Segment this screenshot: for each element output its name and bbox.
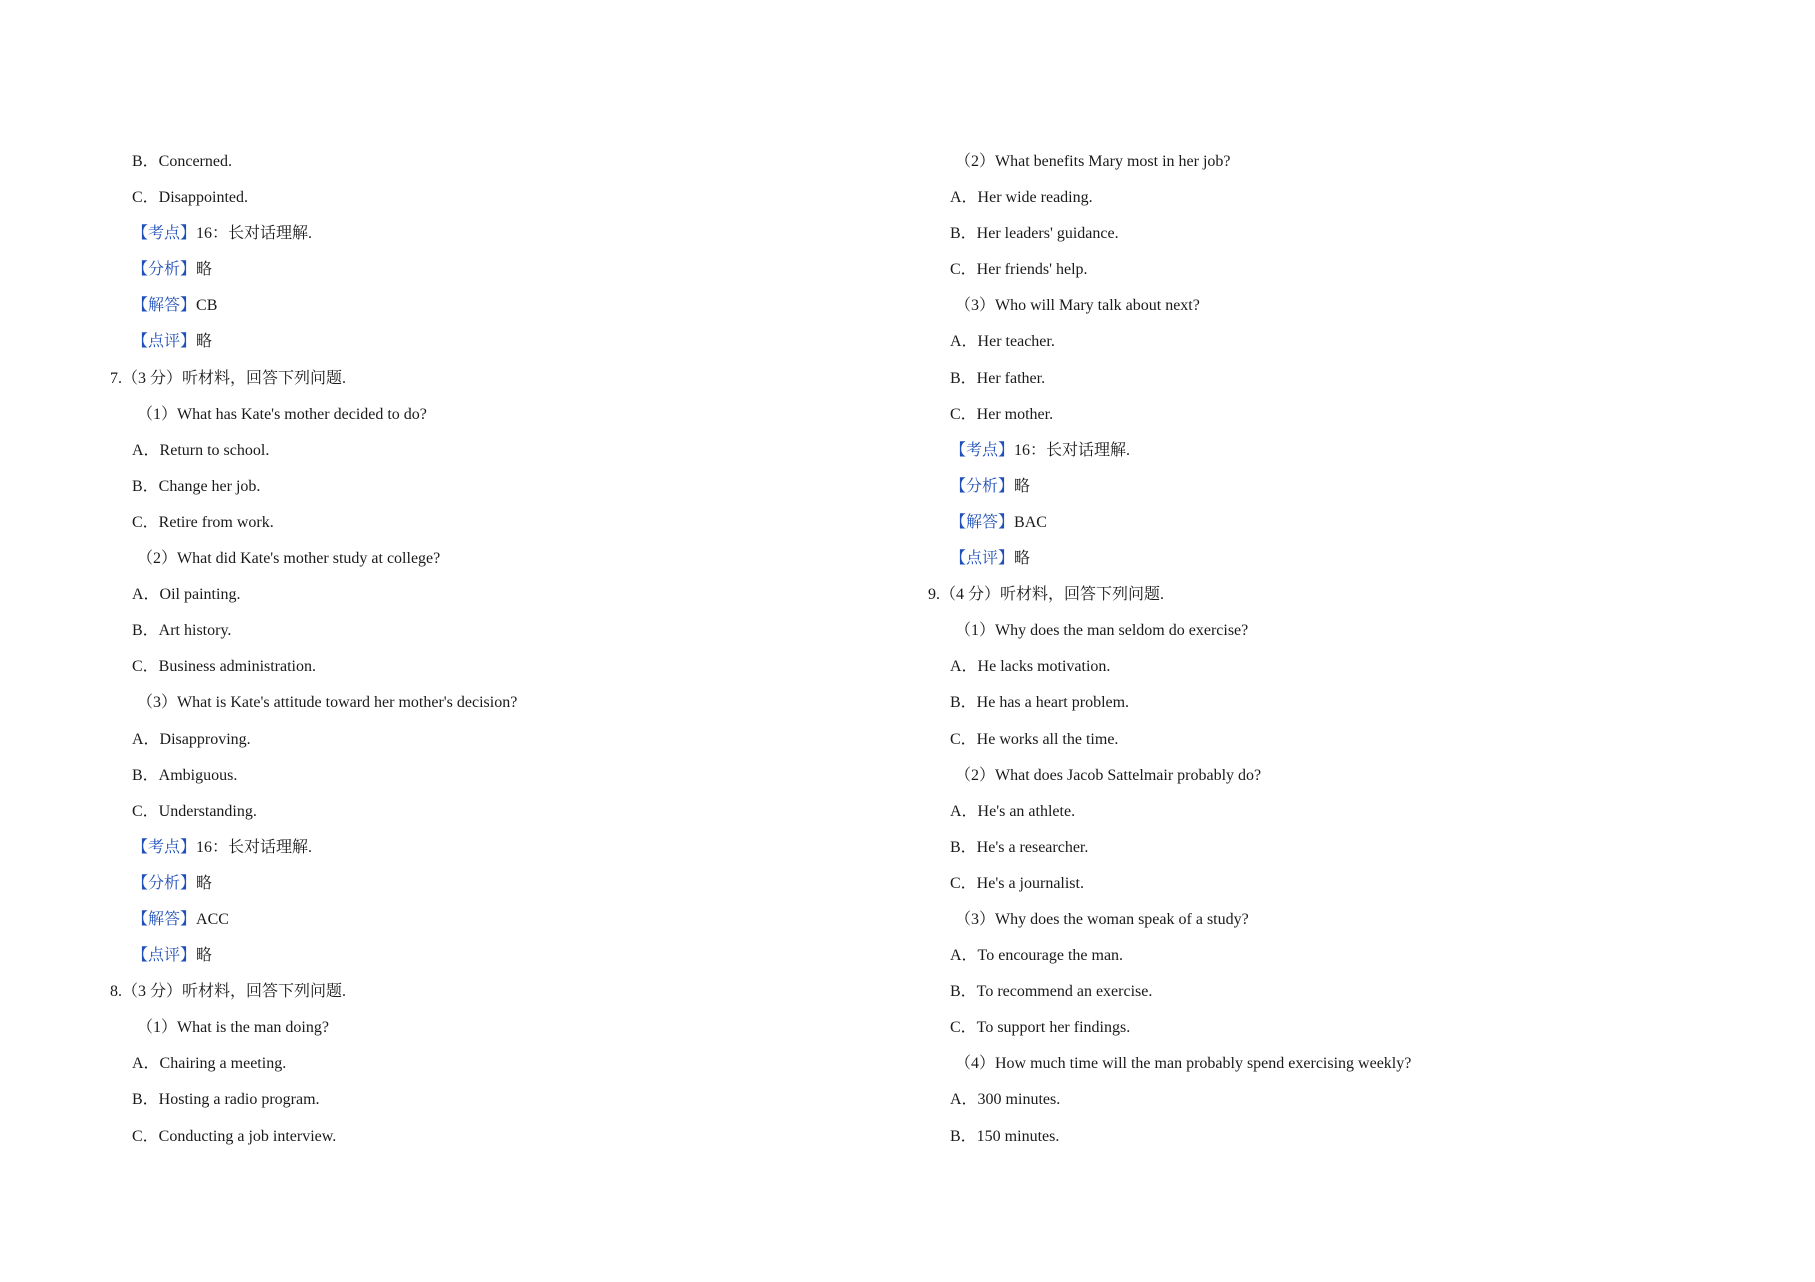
sub-question: （3）Who will Mary talk about next? bbox=[955, 297, 1200, 315]
answer-option: A．300 minutes. bbox=[950, 1091, 1061, 1109]
bracket-close: 】 bbox=[180, 333, 197, 351]
tag-value: CB bbox=[196, 297, 218, 315]
answer-tag-line bbox=[110, 288, 910, 324]
answer-option: C．Understanding. bbox=[132, 802, 257, 820]
answer-tag-line bbox=[110, 252, 910, 288]
bracket-close: 】 bbox=[998, 513, 1015, 531]
bracket-open: 【 bbox=[132, 947, 149, 965]
tag-value: 略 bbox=[196, 874, 213, 892]
answer-option: C．Her friends' help. bbox=[950, 261, 1088, 279]
answer-tag-line bbox=[928, 541, 1728, 577]
tag-label: 点评 bbox=[148, 947, 181, 965]
tag-value: ACC bbox=[196, 910, 229, 928]
left-column bbox=[110, 144, 910, 1155]
answer-option: B．Art history. bbox=[132, 622, 232, 640]
answer-option: A．Disapproving. bbox=[132, 730, 251, 748]
answer-option: A．Return to school. bbox=[132, 441, 270, 459]
tag-value: 略 bbox=[196, 947, 213, 965]
question-heading: 7.（3 分）听材料，回答下列问题. bbox=[110, 369, 347, 387]
tag-value: 16：长对话理解. bbox=[196, 225, 313, 243]
answer-option: B．Her father. bbox=[950, 369, 1046, 387]
bracket-open: 【 bbox=[132, 333, 149, 351]
answer-option: A．Oil painting. bbox=[132, 586, 241, 604]
answer-tag-line bbox=[110, 216, 910, 252]
answer-tag-line bbox=[928, 505, 1728, 541]
answer-option: B．He's a researcher. bbox=[950, 838, 1089, 856]
answer-option: C．Retire from work. bbox=[132, 513, 274, 531]
tag-value: 略 bbox=[196, 261, 213, 279]
answer-option: B．To recommend an exercise. bbox=[950, 983, 1153, 1001]
tag-label: 解答 bbox=[148, 297, 181, 315]
bracket-open: 【 bbox=[132, 910, 149, 928]
answer-option: C．Conducting a job interview. bbox=[132, 1127, 337, 1145]
tag-label: 考点 bbox=[148, 225, 181, 243]
bracket-open: 【 bbox=[950, 550, 967, 568]
question-heading: 8.（3 分）听材料，回答下列问题. bbox=[110, 983, 347, 1001]
right-column bbox=[928, 144, 1728, 1155]
answer-tag-line bbox=[110, 902, 910, 938]
bracket-close: 】 bbox=[180, 838, 197, 856]
answer-option: A．Her teacher. bbox=[950, 333, 1055, 351]
tag-label: 解答 bbox=[966, 513, 999, 531]
tag-value: 16：长对话理解. bbox=[196, 838, 313, 856]
tag-label: 分析 bbox=[148, 874, 181, 892]
answer-option: A．Her wide reading. bbox=[950, 189, 1093, 207]
question-heading: 9.（4 分）听材料，回答下列问题. bbox=[928, 586, 1165, 604]
bracket-close: 】 bbox=[998, 441, 1015, 459]
answer-option: C．Business administration. bbox=[132, 658, 317, 676]
sub-question: （2）What did Kate's mother study at college? bbox=[137, 550, 441, 568]
sub-question: （1）What is the man doing? bbox=[137, 1019, 329, 1037]
bracket-close: 】 bbox=[998, 550, 1015, 568]
tag-label: 分析 bbox=[148, 261, 181, 279]
answer-option: A．To encourage the man. bbox=[950, 947, 1124, 965]
answer-option: C．To support her findings. bbox=[950, 1019, 1131, 1037]
sub-question: （4）How much time will the man probably spend exercising weekly? bbox=[955, 1055, 1412, 1073]
sub-question: （2）What benefits Mary most in her job? bbox=[955, 153, 1231, 170]
answer-option: C．Disappointed. bbox=[132, 189, 248, 207]
tag-value: 略 bbox=[1014, 477, 1031, 495]
bracket-close: 】 bbox=[180, 910, 197, 928]
tag-label: 分析 bbox=[966, 477, 999, 495]
bracket-open: 【 bbox=[132, 838, 149, 856]
bracket-close: 】 bbox=[180, 297, 197, 315]
tag-value: 16：长对话理解. bbox=[1014, 441, 1131, 459]
bracket-close: 】 bbox=[180, 874, 197, 892]
tag-value: 略 bbox=[1014, 550, 1031, 568]
bracket-open: 【 bbox=[132, 261, 149, 279]
bracket-close: 】 bbox=[180, 947, 197, 965]
answer-option: B．Change her job. bbox=[132, 477, 261, 495]
tag-label: 考点 bbox=[966, 441, 999, 459]
answer-option: B．Hosting a radio program. bbox=[132, 1091, 320, 1109]
answer-option: B．Her leaders' guidance. bbox=[950, 225, 1119, 243]
bracket-open: 【 bbox=[950, 513, 967, 531]
tag-label: 点评 bbox=[148, 333, 181, 351]
bracket-close: 】 bbox=[180, 261, 197, 279]
answer-option: B．150 minutes. bbox=[950, 1127, 1060, 1145]
answer-option: C．He's a journalist. bbox=[950, 874, 1084, 892]
answer-option: B．Concerned. bbox=[132, 153, 232, 170]
answer-tag-line bbox=[110, 324, 910, 360]
sub-question: （2）What does Jacob Sattelmair probably do? bbox=[955, 766, 1262, 784]
answer-tag-line bbox=[928, 469, 1728, 505]
answer-tag-line bbox=[110, 938, 910, 974]
bracket-open: 【 bbox=[132, 874, 149, 892]
sub-question: （3）What is Kate's attitude toward her mother's decision? bbox=[137, 694, 518, 712]
tag-label: 解答 bbox=[148, 910, 181, 928]
tag-value: 略 bbox=[196, 333, 213, 351]
answer-option: B．Ambiguous. bbox=[132, 766, 238, 784]
tag-label: 考点 bbox=[148, 838, 181, 856]
bracket-close: 】 bbox=[180, 225, 197, 243]
answer-tag-line bbox=[928, 433, 1728, 469]
bracket-open: 【 bbox=[132, 297, 149, 315]
tag-label: 点评 bbox=[966, 550, 999, 568]
bracket-open: 【 bbox=[950, 477, 967, 495]
answer-tag-line bbox=[110, 830, 910, 866]
answer-option: A．Chairing a meeting. bbox=[132, 1055, 287, 1073]
answer-option: A．He lacks motivation. bbox=[950, 658, 1111, 676]
bracket-open: 【 bbox=[950, 441, 967, 459]
bracket-open: 【 bbox=[132, 225, 149, 243]
tag-value: BAC bbox=[1014, 513, 1047, 531]
bracket-close: 】 bbox=[998, 477, 1015, 495]
sub-question: （1）Why does the man seldom do exercise? bbox=[955, 622, 1249, 640]
sub-question: （3）Why does the woman speak of a study? bbox=[955, 910, 1249, 928]
answer-option: B．He has a heart problem. bbox=[950, 694, 1130, 712]
answer-option: A．He's an athlete. bbox=[950, 802, 1076, 820]
answer-tag-line bbox=[110, 866, 910, 902]
answer-option: C．Her mother. bbox=[950, 405, 1054, 423]
answer-option: C．He works all the time. bbox=[950, 730, 1119, 748]
sub-question: （1）What has Kate's mother decided to do? bbox=[137, 405, 427, 423]
